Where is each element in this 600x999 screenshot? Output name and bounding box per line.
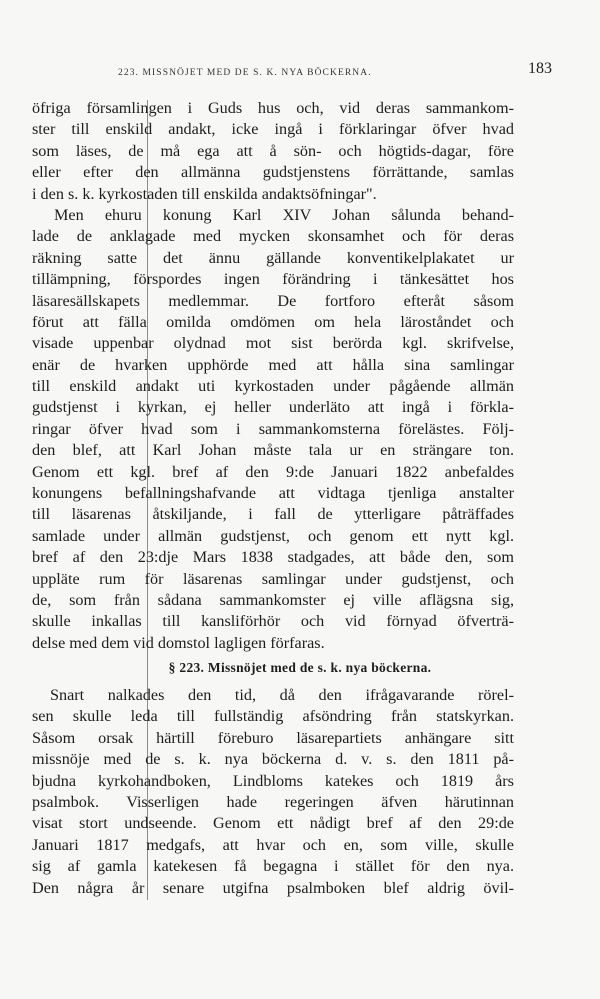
text-line: uppläte rum för läsarenas samlingar under gudstjenst, och (32, 569, 514, 588)
text-line: Genom ett kgl. bref af den 9:de Januari 1822 anbefaldes (32, 462, 514, 481)
text-line: Januari 1817 medgafs, att hvar och en, som ville, skulle (32, 835, 514, 854)
text-line: lade de anklagade med mycken skonsamhet och för deras (32, 227, 514, 246)
text-line: Men ehuru konung Karl XIV Johan sålunda behand- (54, 205, 514, 224)
text-line: psalmbok. Visserligen hade regeringen äfven härutinnan (32, 792, 514, 811)
text-line: missnöje med de s. k. nya böckerna d. v. s. den 1811 på- (32, 750, 514, 769)
text-line: tillämpning, förspordes ingen förändring i tänkesättet hos (32, 270, 514, 289)
page-number: 183 (528, 60, 552, 77)
text-line: bjudna kyrkohandboken, Lindbloms katekes och 1819 års (32, 771, 514, 790)
text-line: ringar öfver hvad som i sammankomsterna förelästes. Följ- (32, 419, 514, 438)
text-line: i den s. k. kyrkostaden till enskilda andaktsöfningar". (32, 184, 377, 203)
text-line: sen skulle leda till fullständig afsöndring från statskyrkan. (32, 707, 514, 726)
text-line: till läsarenas åtskiljande, i fall de ytterligare påträffades (32, 505, 514, 524)
text-line: Såsom orsak härtill föreburo läsarepartiets anhängare sitt (32, 728, 514, 747)
text-line: sig af gamla katekesen få begagna i stället för den nya. (32, 857, 514, 876)
text-line: gudstjenst i kyrkan, ej heller underläto att ingå i förkla- (32, 398, 514, 417)
page-header (32, 60, 560, 84)
text-line: samlade under allmän gudstjenst, och genom ett nytt kgl. (32, 526, 514, 545)
text-line: skulle inkallas till kansliförhör och vid förnyad öfverträ- (32, 612, 514, 631)
text-line: eller efter den allmänna gudstjenstens förrättande, samlas (32, 163, 514, 182)
text-line: läsaresällskapets medlemmar. De fortforo efteråt såsom (32, 291, 514, 310)
text-line: ster till enskild andakt, icke ingå i förklaringar öfver hvad (32, 120, 514, 139)
text-line: den blef, att Karl Johan måste tala ur en strängare ton. (32, 441, 514, 460)
text-line: konungens befallningshafvande att vidtaga tjenliga anstalter (32, 484, 514, 503)
section-heading: § 223. Missnöjet med de s. k. nya böckerna. (168, 660, 432, 675)
text-line: till enskild andakt uti kyrkostaden under pågående allmän (32, 377, 514, 396)
running-head: 223. MISSNÖJET MED DE S. K. NYA BÖCKERNA. (118, 68, 372, 78)
text-line: Den några år senare utgifna psalmboken blef aldrig övil- (32, 878, 514, 897)
text-line: enär de hvarken upphörde med att hålla sina samlingar (32, 355, 514, 374)
text-line: öfriga församlingen i Guds hus och, vid deras sammankom- (32, 99, 514, 117)
text-line: bref af den 23:dje Mars 1838 stadgades, att både den, som (32, 548, 514, 567)
text-line: delse med dem vid domstol lagligen förfaras. (32, 633, 325, 652)
section-text (32, 685, 514, 899)
text-line: förut att fälla omilda omdömen om hela läroståndet och (32, 312, 514, 331)
text-line: som läses, de må ega att å sön- och högtids-dagar, före (32, 141, 514, 160)
text-line: visade uppenbar olydnad mot sist berörda kgl. skrifvelse, (32, 334, 514, 353)
text-line: räkning satte det ännu gällande konventikelplakatet ur (32, 248, 514, 267)
text-line: de, som från sådana sammankomster ej ville aflägsna sig, (32, 590, 514, 609)
text-line: visat stort undseende. Genom ett nådigt bref af den 29:de (32, 814, 514, 833)
body-text (32, 98, 514, 654)
text-line: Snart nalkades den tid, då den ifrågavarande rörel- (50, 686, 514, 704)
